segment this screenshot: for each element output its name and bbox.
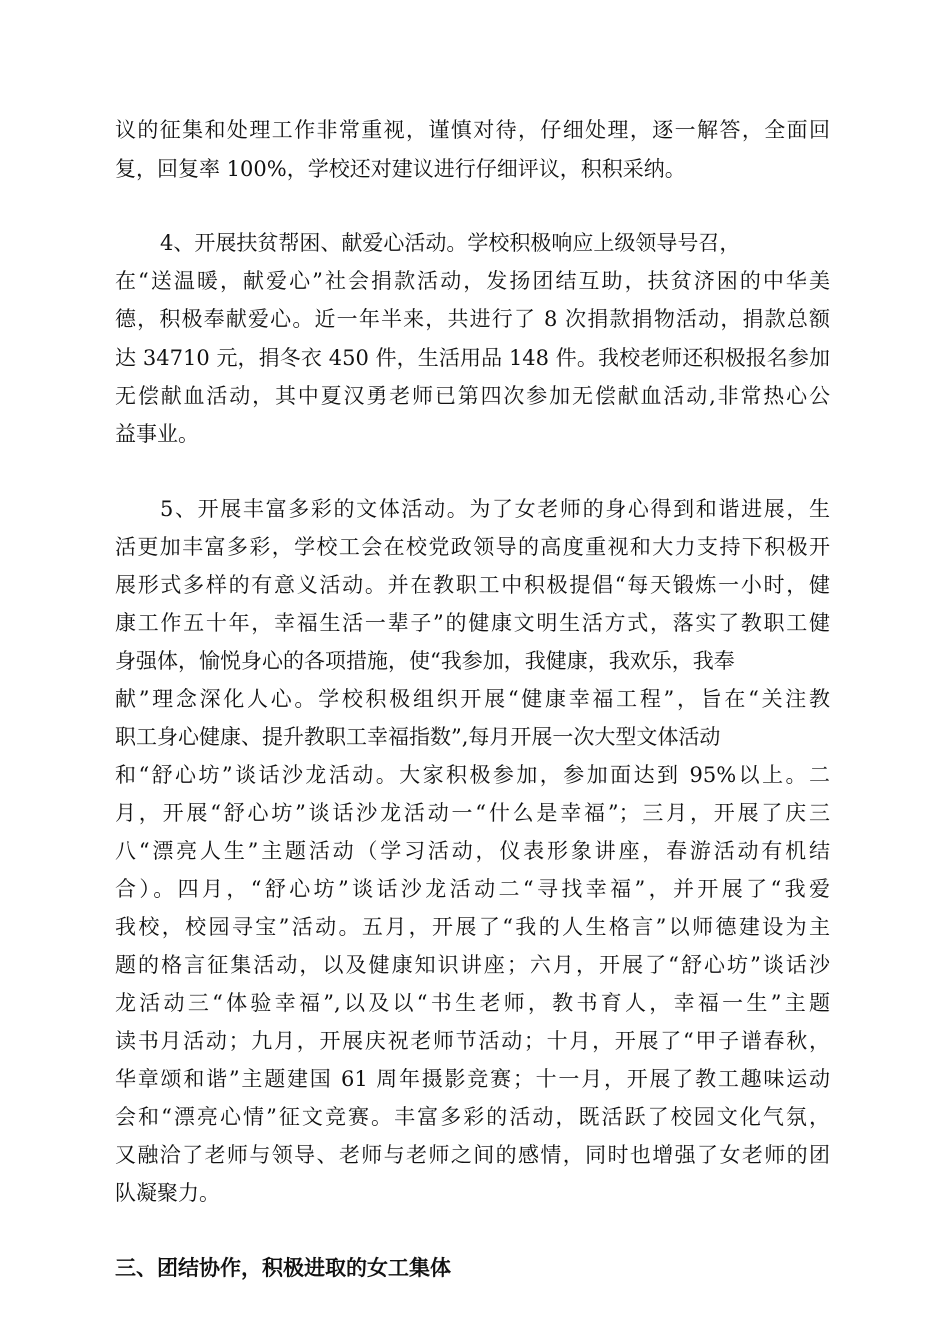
text-line: 会和“漂亮心情”征文竞赛。丰富多彩的活动，既活跃了校园文化气氛， — [115, 1105, 830, 1129]
text-line: 4、开展扶贫帮困、献爱心活动。学校积极响应上级领导号召， — [160, 231, 741, 255]
text-line: 题的格言征集活动，以及健康知识讲座；六月，开展了“舒心坊”谈话沙 — [115, 953, 830, 977]
text-line: 康工作五十年，幸福生活一辈子”的健康文明生活方式，落实了教职工健 — [115, 611, 830, 635]
text-line: 华章颂和谐”主题建国 61 周年摄影竞赛；十一月，开展了教工趣味运动 — [115, 1067, 830, 1091]
text-line: 又融洽了老师与领导、老师与老师之间的感情，同时也增强了女老师的团 — [115, 1143, 830, 1167]
text-line: 议的征集和处理工作非常重视，谨慎对待，仔细处理，逐一解答，全面回 — [115, 118, 830, 142]
section-heading: 三、团结协作，积极进取的女工集体 — [115, 1256, 451, 1280]
text-line: 益事业。 — [115, 422, 199, 446]
text-line: 德，积极奉献爱心。近一年半来，共进行了 8 次捐款捐物活动，捐款总额 — [115, 307, 830, 331]
text-line: 展形式多样的有意义活动。并在教职工中积极提倡“每天锻炼一小时，健 — [115, 573, 830, 597]
text-line: 献”理念深化人心。学校积极组织开展“健康幸福工程”，旨在“关注教 — [115, 687, 830, 711]
text-line: 合）。四月，“舒心坊”谈话沙龙活动二“寻找幸福”，并开展了“我爱 — [115, 877, 830, 901]
text-line: 我校，校园寻宝”活动。五月，开展了“我的人生格言”以师德建设为主 — [115, 915, 830, 939]
text-line: 月，开展“舒心坊”谈话沙龙活动一“什么是幸福”；三月，开展了庆三 — [115, 801, 830, 825]
text-line: 活更加丰富多彩，学校工会在校党政领导的高度重视和大力支持下积极开 — [115, 535, 830, 559]
text-line: 在“送温暖，献爱心”社会捐款活动，发扬团结互助，扶贫济困的中华美 — [115, 269, 830, 293]
text-line: 读书月活动；九月，开展庆祝老师节活动；十月，开展了“甲子谱春秋， — [115, 1029, 830, 1053]
text-line: 复，回复率 100%，学校还对建议进行仔细评议，积积采纳。 — [115, 157, 686, 181]
text-line: 达 34710 元，捐冬衣 450 件，生活用品 148 件。我校老师还积极报名参加 — [115, 346, 830, 370]
text-line: 龙活动三“体验幸福”,以及以“书生老师，教书育人，幸福一生”主题 — [115, 991, 830, 1015]
text-line: 身强体，愉悦身心的各项措施，使“我参加，我健康，我欢乐，我奉 — [115, 649, 735, 673]
text-line: 职工身心健康、提升教职工幸福指数”,每月开展一次大型文体活动 — [115, 725, 721, 749]
text-line: 无偿献血活动，其中夏汉勇老师已第四次参加无偿献血活动,非常热心公 — [115, 384, 830, 408]
text-line: 5、开展丰富多彩的文体活动。为了女老师的身心得到和谐进展，生 — [160, 497, 830, 521]
text-line: 队凝聚力。 — [115, 1181, 220, 1205]
text-line: 和“舒心坊”谈话沙龙活动。大家积极参加，参加面达到 95%以上。二 — [115, 763, 830, 787]
text-line: 八“漂亮人生”主题活动（学习活动，仪表形象讲座，春游活动有机结 — [115, 839, 830, 863]
